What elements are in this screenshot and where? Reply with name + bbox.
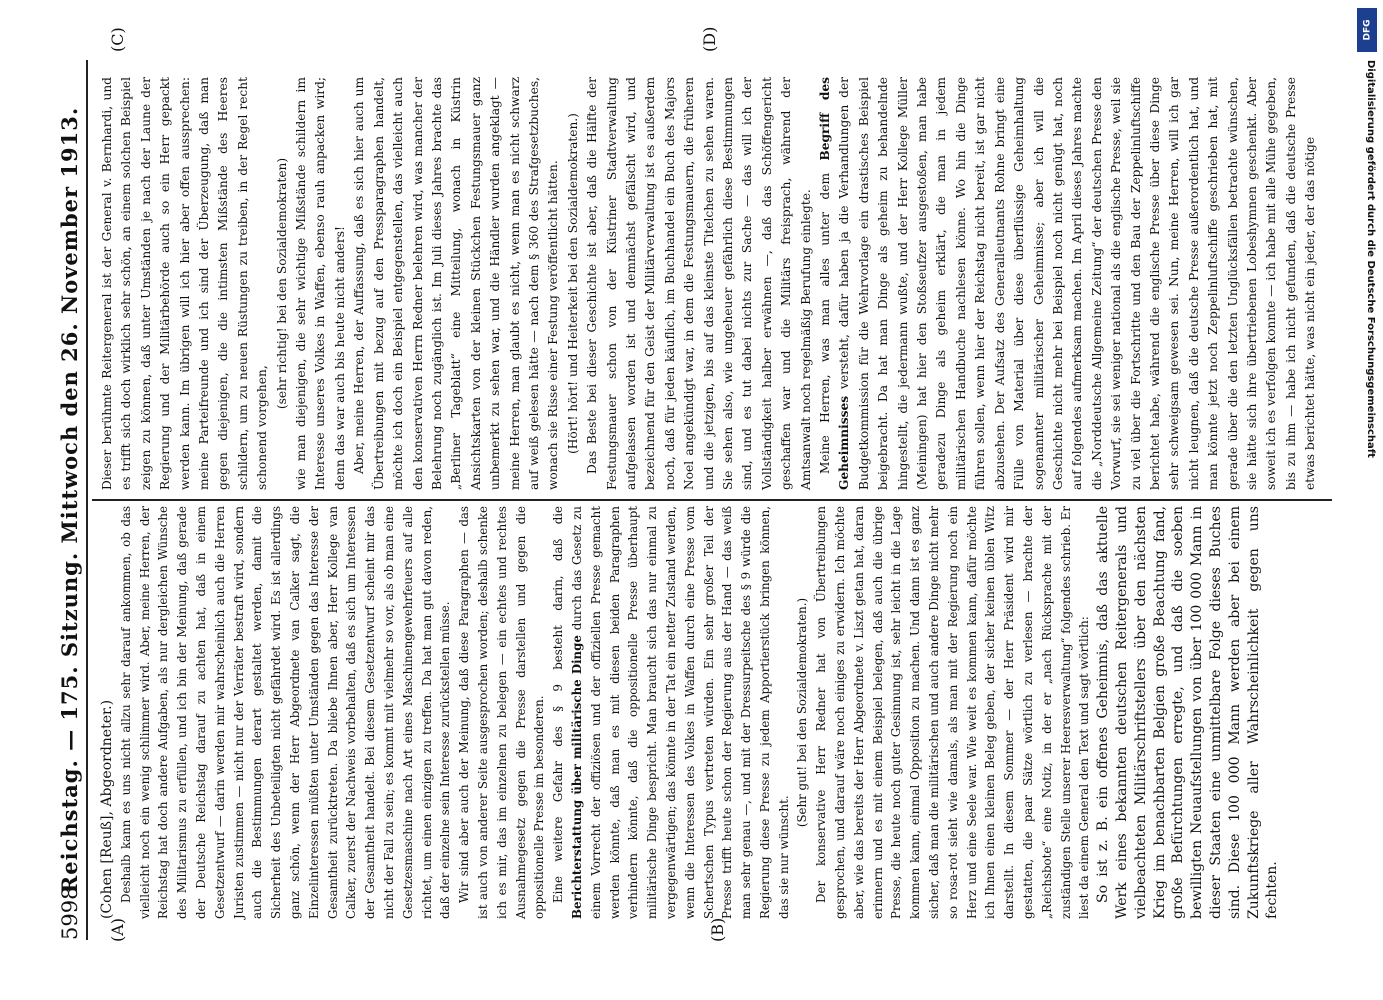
interjection: (Hört! hört! und Heiterkeit bei den Sozialdemokraten.) — [565, 113, 580, 454]
bold-phrase: Berichterstattung über militärische Dinge — [569, 635, 584, 919]
running-header — [52, 60, 88, 940]
running-title: Reichstag. — 175. Sitzung. Mittwoch den 26. November 1913. — [57, 106, 82, 894]
left-column — [98, 506, 1282, 919]
paragraph-rest: versteht, dafür haben ja die Verhandlungen der Budgetkommission für die Wehrvorlage ein drastisches Beispiel beigebracht. Da hat man Dinge als geheim zu behandelnde hingestellt, die jedermann wußte, und der Herr Kollege Müller (Meiningen) hat hier den Stoßseufzer ausgestoßen, man habe geradezu Dinge als geheim erklärt, die man in jedem militärischen Handbuche nachlesen könne. Wo hin die Dinge führen sollen, wenn hier der Reichstag nicht bereit, ist gar nicht abzusehen. Der Aufsatz des Generalleutnants Rohne bringt eine Fülle von Material über diese überflüssige Geheimhaltung sogenannter militärischer Geheimnisse; aber ich will die Geschichte nicht mehr bei Beispiel noch nicht genügt hat, noch auf folgendes aufmerksam machen. Im April dieses Jahres machte die „Norddeutsche Allgemeine Zeitung“ der deutschen Presse den Vorwurf, sie sei weniger national als die englische Presse, weil sie zu viel über die Fortschritte und den Bau der Zeppelinluftschiffe berichtet habe, während die englische Presse über diese Dinge sehr schweigsam gewesen sei. Nun, meine Herren, will ich gar nicht leugnen, daß die deutsche Presse außerordentlich hat, und man könnte jetzt noch Zeppelinluftschiffe geschrieben hat, mit gerade über die den letzten Unglücksfällen betrachte wünschen, sie hätte sich ihre übertriebenen Lobeshymnen geschenkt. Aber soweit ich es verfolgen konnte — ich habe mit alle Mühe gegeben, bis zu ihm — habe ich nicht gefunden, daß die deutsche Presse etwas berichtet hätte, was nicht ein jeder, der das nötige — [837, 77, 1318, 490]
speaker-line: (Cohen [Reuß], Abgeordneter.) — [99, 699, 115, 919]
paragraph: Wir sind aber auch der Meinung, daß diese Paragraphen — das ist auch von anderer Seite ausgesprochen worden; deshalb schenke ich es mir, das im einzelnen zu belegen — ein echtes und rechtes Ausnahmegesetz gegen die Presse darstellen und gegen die oppositionelle Presse im besonderen. — [457, 506, 547, 919]
quotation: So ist z. B. ein offenes Geheimnis, daß das aktuelle Werk eines bekannten deutschen Reitergenerals und vielbeachteten Militärschriftstellers über den nächsten Krieg im benachbarten Belgien große Beachtung fand, große Befürchtungen erregte, und daß die soeben bewilligten Neuaufstellungen von über 100 000 Mann in dieser Staaten eine unmittelbare Folge dieses Buches sind. Diese 100 000 Mann werden aber bei einem Zukunftskriege aller Wahrscheinlichkeit gegen uns fechten. — [1095, 506, 1281, 919]
paragraph-lead: Meine Herren, was man alles unter dem — [818, 173, 833, 474]
margin-marker-a: (A) — [108, 917, 127, 942]
paragraph: Das Beste bei dieser Geschichte ist aber, daß die Hälfte der Festungsmauer schon von der Küstriner Stadtverwaltung aufgelassen worden ist und demnächst gefälscht wird, und bezeichnend für den Geist der Militärverwaltung ist es außerdem noch, daß für jeden käuflich, im Buchhandel ein Buch des Majors Noel angekündigt war, in dem die Festungsmauern, die früheren und die jetzigen, bis auf das kleinste Titelchen zu sehen waren. Sie sehen also, wie ungeheuer gefährlich diese Bestimmungen sind, und es tut dabei nichts zur Sache — das will ich der Vollständigkeit halber erwähnen —, daß das Schöffengericht geschaffen war und die Militärs freisprach, während der Amtsanwalt noch regelmäßig Berufung einlegte. — [585, 77, 813, 490]
paragraph — [549, 506, 793, 919]
paragraph-lead: Eine weitere Gefahr des § 9 besteht darin, daß die — [551, 506, 566, 903]
paragraph: Deshalb kann es uns nicht allzu sehr darauf ankommen, ob das vielleicht noch ein wenig schlimmer wird. Aber, meine Herren, der Reichstag hat doch andere Aufgaben, als nur dergleichen Wünsche des Militarismus zu erfüllen, und ich bin der Meinung, daß gerade der Deutsche Reichstag darauf zu achten hat, daß in einem Gesetzentwurf — darin werden mir wahrscheinlich auch die Herren Juristen zustimmen — nicht nur der Verräter bestraft wird, sondern auch die Bestimmungen derart gestaltet werden, damit die Sicherheit des Unbeteiligten nicht gefährdet wird. Es ist allerdings ganz schön, wenn der Herr Abgeordnete van Calker sagt, die Einzelinteressen müßten unter Umständen gegen das Interesse der Gesamtheit zurücktreten. Da bliebe Ihnen aber, Herr Kollege van Calker, zuerst der Nachweis vorbehalten, daß es sich um Interessen der Gesamtheit handelt. Bei diesem Gesetzentwurf scheint mir das nicht der Fall zu sein; es kommt mit vielmehr so vor, als ob man eine Gesetzesmaschine nach Art eines Maschinengewehrfeuers auf alle richtet, um einen einzigen zu treffen. Da hat man gut davon reden, daß der einzelne sein Interesse zurückstellen müsse. — [118, 506, 453, 919]
paragraph: Aber, meine Herren, der Auffassung, daß es sich hier auch um Übertreibungen mit bezug auf den Pressparagraphen handelt, möchte ich doch ein Beispiel entgegenstellen, das vielleicht auch den konservativen Herrn Redner belehren wird, was mancher der Belehrung noch zugänglich ist. Im Juli dieses Jahres brachte das „Berliner Tageblatt“ eine Mitteilung, wonach in Küstrin Ansichtskarten von der kleinen Stückchen Festungsmauer ganz unbemerkt zu sehen war, und die Händler wurden angeklagt — meine Herren, man glaubt es nicht, wenn man es nicht schwarz auf weiß gelesen hätte — nach dem § 360 des Strafgesetzbuches, wonach sie Risse einer Festung veröffentlicht hätten. — [352, 77, 561, 490]
margin-marker-c: (C) — [108, 27, 127, 52]
dfg-logo: DFG — [1357, 8, 1377, 52]
interjection: (sehr richtig! bei den Sozialdemokraten) — [274, 157, 289, 410]
column-divider — [92, 499, 1332, 501]
margin-marker-b: (B) — [708, 917, 727, 942]
paragraph: Der konservative Herr Redner hat von Übertreibungen gesprochen, und darauf wäre noch einiges zu erwidern. Ich möchte aber, wie das bereits der Herr Abgeordnete v. Liszt getan hat, daran erinnern und es mit einem Beispiel belegen, daß auch die übrige Presse, die heute noch guter Gesinnung ist, sehr leicht in die Lage kommen kann, einmal Opposition zu machen. Und dann ist es ganz sicher, daß man die militärischen und auch andere Dinge nicht mehr so rosa-rot sieht wie damals, als man mit der Regierung noch ein Herz und eine Seele war. Wie weit es kommen kann, dafür möchte ich Ihnen einen kleinen Beleg geben, der sicher keinen üblen Witz darstellt. In diesem Sommer — der Herr Präsident wird mir gestatten, die paar Sätze wörtlich zu verlesen — brachte der „Reichsbote“ eine Notiz, in der er „nach Rücksprache mit der zuständigen Stelle unserer Heeresverwaltung“ folgendes schrieb. Er liest da einem General den Text und sagt wörtlich: — [814, 506, 1092, 919]
paragraph: wie man diejenigen, die sehr wichtige Mißstände schildern im Interesse unseres Volkes in Waffen, ebenso rauh anpacken wird; denn das war auch bis heute nicht anders! — [294, 77, 347, 490]
credit-text: Digitalisierung gefördert durch die Deutsche Forschungsgemeinschaft — [1365, 60, 1376, 458]
paragraph: Dieser berühmte Reitergeneral ist der General v. Bernhardi, und es trifft sich doch wirklich sehr schön, an einem solchen Beispiel zeigen zu können, daß unter Umständen je nach der Laune der Regierung und der Militärbehörde auch so ein Herr gepackt werden kann. Im übrigen will ich hier aber offen aussprechen: meine Parteifreunde und ich sind der Überzeugung, daß man gegen diejenigen, die die intimsten Mißstände des Heeres schildern, um zu neuen Rüstungen zu treiben, in der Regel recht schonend vorgehen, — [100, 77, 270, 490]
paragraph — [816, 77, 1321, 490]
margin-marker-d: (D) — [700, 26, 719, 52]
paragraph-rest: durch das Gesetz zu einem Vorrecht der offiziösen und der offiziellen Presse gemacht werden könnte, daß man es mit diesen beiden Paragraphen verhindern könnte, daß die oppositionelle Presse überhaupt militärische Dinge bespricht. Man braucht sich das nur einmal zu vergegenwärtigen; das könnte in der Tat ein netter Zustand werden, wenn die Interessen des Volkes in Waffen durch eine Presse vom Schertschen Typus vertreten würden. Ein sehr großer Teil der Presse trifft heute schon der Regierung aus der Hand — das weiß man sehr genau —, und mit der Dressurpeitsche des § 9 würde die Regierung diese Presse zu jedem Apportierstück bringen können, das sie nur wünscht. — [569, 505, 791, 919]
bold-phrase: Begriff des Geheimnisses — [818, 76, 852, 490]
right-column — [98, 77, 1321, 490]
digitization-credit — [1353, 0, 1383, 1000]
page-number: 5998 — [58, 886, 82, 940]
interjection: (Sehr gut! bei den Sozialdemokraten.) — [795, 597, 810, 828]
